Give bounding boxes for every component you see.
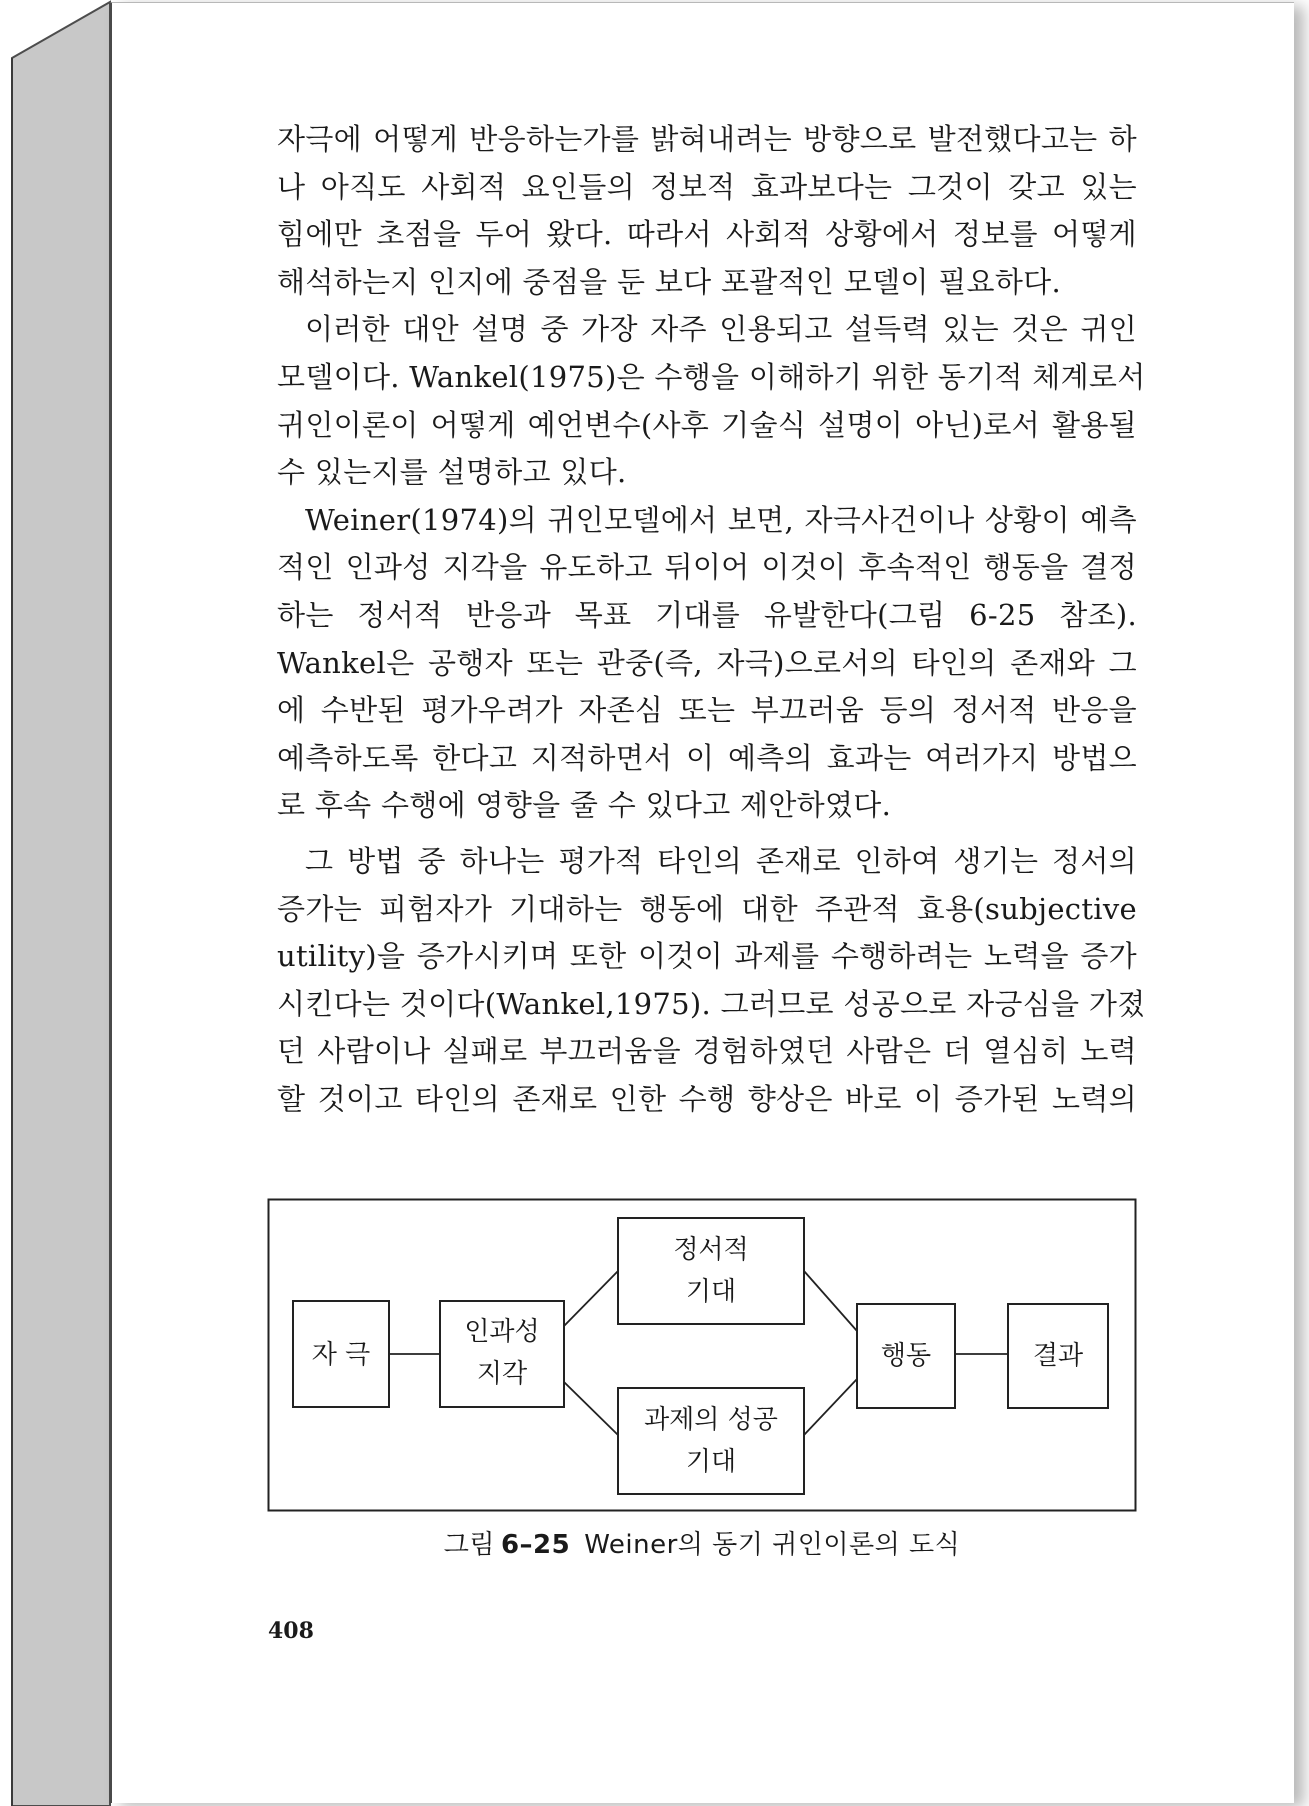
attribution-diagram <box>267 1198 1137 1512</box>
causal-perception-label-line2: 지각 <box>476 1359 528 1389</box>
behavior-label: 행동 <box>880 1341 932 1371</box>
caption-label: 그림 <box>443 1530 495 1560</box>
text-line: 던 사람이나 실패로 부끄러움을 경험하였던 사람은 더 열심히 노력 <box>277 1034 1137 1069</box>
connector-task-behavior <box>804 1379 857 1435</box>
page-number: 408 <box>268 1618 314 1644</box>
text-line: 모델이다. Wankel(1975)은 수행을 이해하기 위한 동기적 체계로서 <box>277 359 1146 394</box>
text-line: utility)을 증가시키며 또한 이것이 과제를 수행하려는 노력을 증가 <box>277 939 1137 974</box>
causal-perception-label-line1: 인과성 <box>464 1317 540 1347</box>
text-line: 예측하도록 한다고 지적하면서 이 예측의 효과는 여러가지 방법으 <box>277 740 1137 775</box>
text-line: Wankel은 공행자 또는 관중(즉, 자극)으로서의 타인의 존재와 그 <box>277 645 1137 680</box>
connector-perception-emotion <box>564 1271 618 1326</box>
text-line: 나 아직도 사회적 요인들의 정보적 효과보다는 그것이 갖고 있는 <box>277 169 1137 204</box>
outcome-label: 결과 <box>1032 1341 1084 1371</box>
text-line: 자극에 어떻게 반응하는가를 밝혀내려는 방향으로 발전했다고는 하 <box>277 122 1137 156</box>
caption-text: Weiner의 동기 귀인이론의 도식 <box>584 1530 961 1560</box>
connector-perception-task <box>564 1382 618 1435</box>
body-text <box>277 116 1146 1123</box>
text-line: 힘에만 초점을 두어 왔다. 따라서 사회적 상황에서 정보를 어떻게 <box>277 217 1137 252</box>
task-success-expectation-label-line2: 기대 <box>685 1447 737 1477</box>
text-line: 적인 인과성 지각을 유도하고 뒤이어 이것이 후속적인 행동을 결정 <box>277 550 1137 585</box>
caption-number: 6–25 <box>500 1530 571 1560</box>
text-line: 에 수반된 평가우려가 자존심 또는 부끄러움 등의 정서적 반응을 <box>277 693 1137 728</box>
text-line: 하는 정서적 반응과 목표 기대를 유발한다(그림 6-25 참조). <box>277 597 1137 632</box>
text-line: 귀인이론이 어떻게 예언변수(사후 기술식 설명이 아닌)로서 활용될 <box>277 407 1137 442</box>
text-line: 할 것이고 타인의 존재로 인한 수행 향상은 바로 이 증가된 노력의 <box>277 1081 1137 1116</box>
task-success-expectation-label-line1: 과제의 성공 <box>644 1405 778 1435</box>
stimulus-label: 자 극 <box>311 1340 371 1370</box>
text-line: 그 방법 중 하나는 평가적 타인의 존재로 인하여 생기는 정서의 <box>305 843 1137 878</box>
text-line: Weiner(1974)의 귀인모델에서 보면, 자극사건이나 상황이 예측 <box>305 502 1137 537</box>
text-line: 로 후속 수행에 영향을 줄 수 있다고 제안하였다. <box>277 788 892 823</box>
text-line: 수 있는지를 설명하고 있다. <box>277 455 627 490</box>
text-line: 이러한 대안 설명 중 가장 자주 인용되고 설득력 있는 것은 귀인 <box>305 312 1137 347</box>
text-line: 시킨다는 것이다(Wankel,1975). 그러므로 성공으로 자긍심을 가졌 <box>277 986 1146 1021</box>
emotional-expectation-label-line1: 정서적 <box>673 1235 749 1265</box>
book-edge <box>0 0 112 1806</box>
emotional-expectation-box <box>618 1218 804 1324</box>
emotional-expectation-label-line2: 기대 <box>685 1277 737 1307</box>
task-success-expectation-box <box>618 1388 804 1494</box>
connector-emotion-behavior <box>804 1271 857 1331</box>
figure-caption <box>267 1524 1137 1561</box>
text-line: 증가는 피험자가 기대하는 행동에 대한 주관적 효용(subjective <box>277 891 1137 926</box>
text-line: 해석하는지 인지에 중점을 둔 보다 포괄적인 모델이 필요하다. <box>277 264 1061 299</box>
